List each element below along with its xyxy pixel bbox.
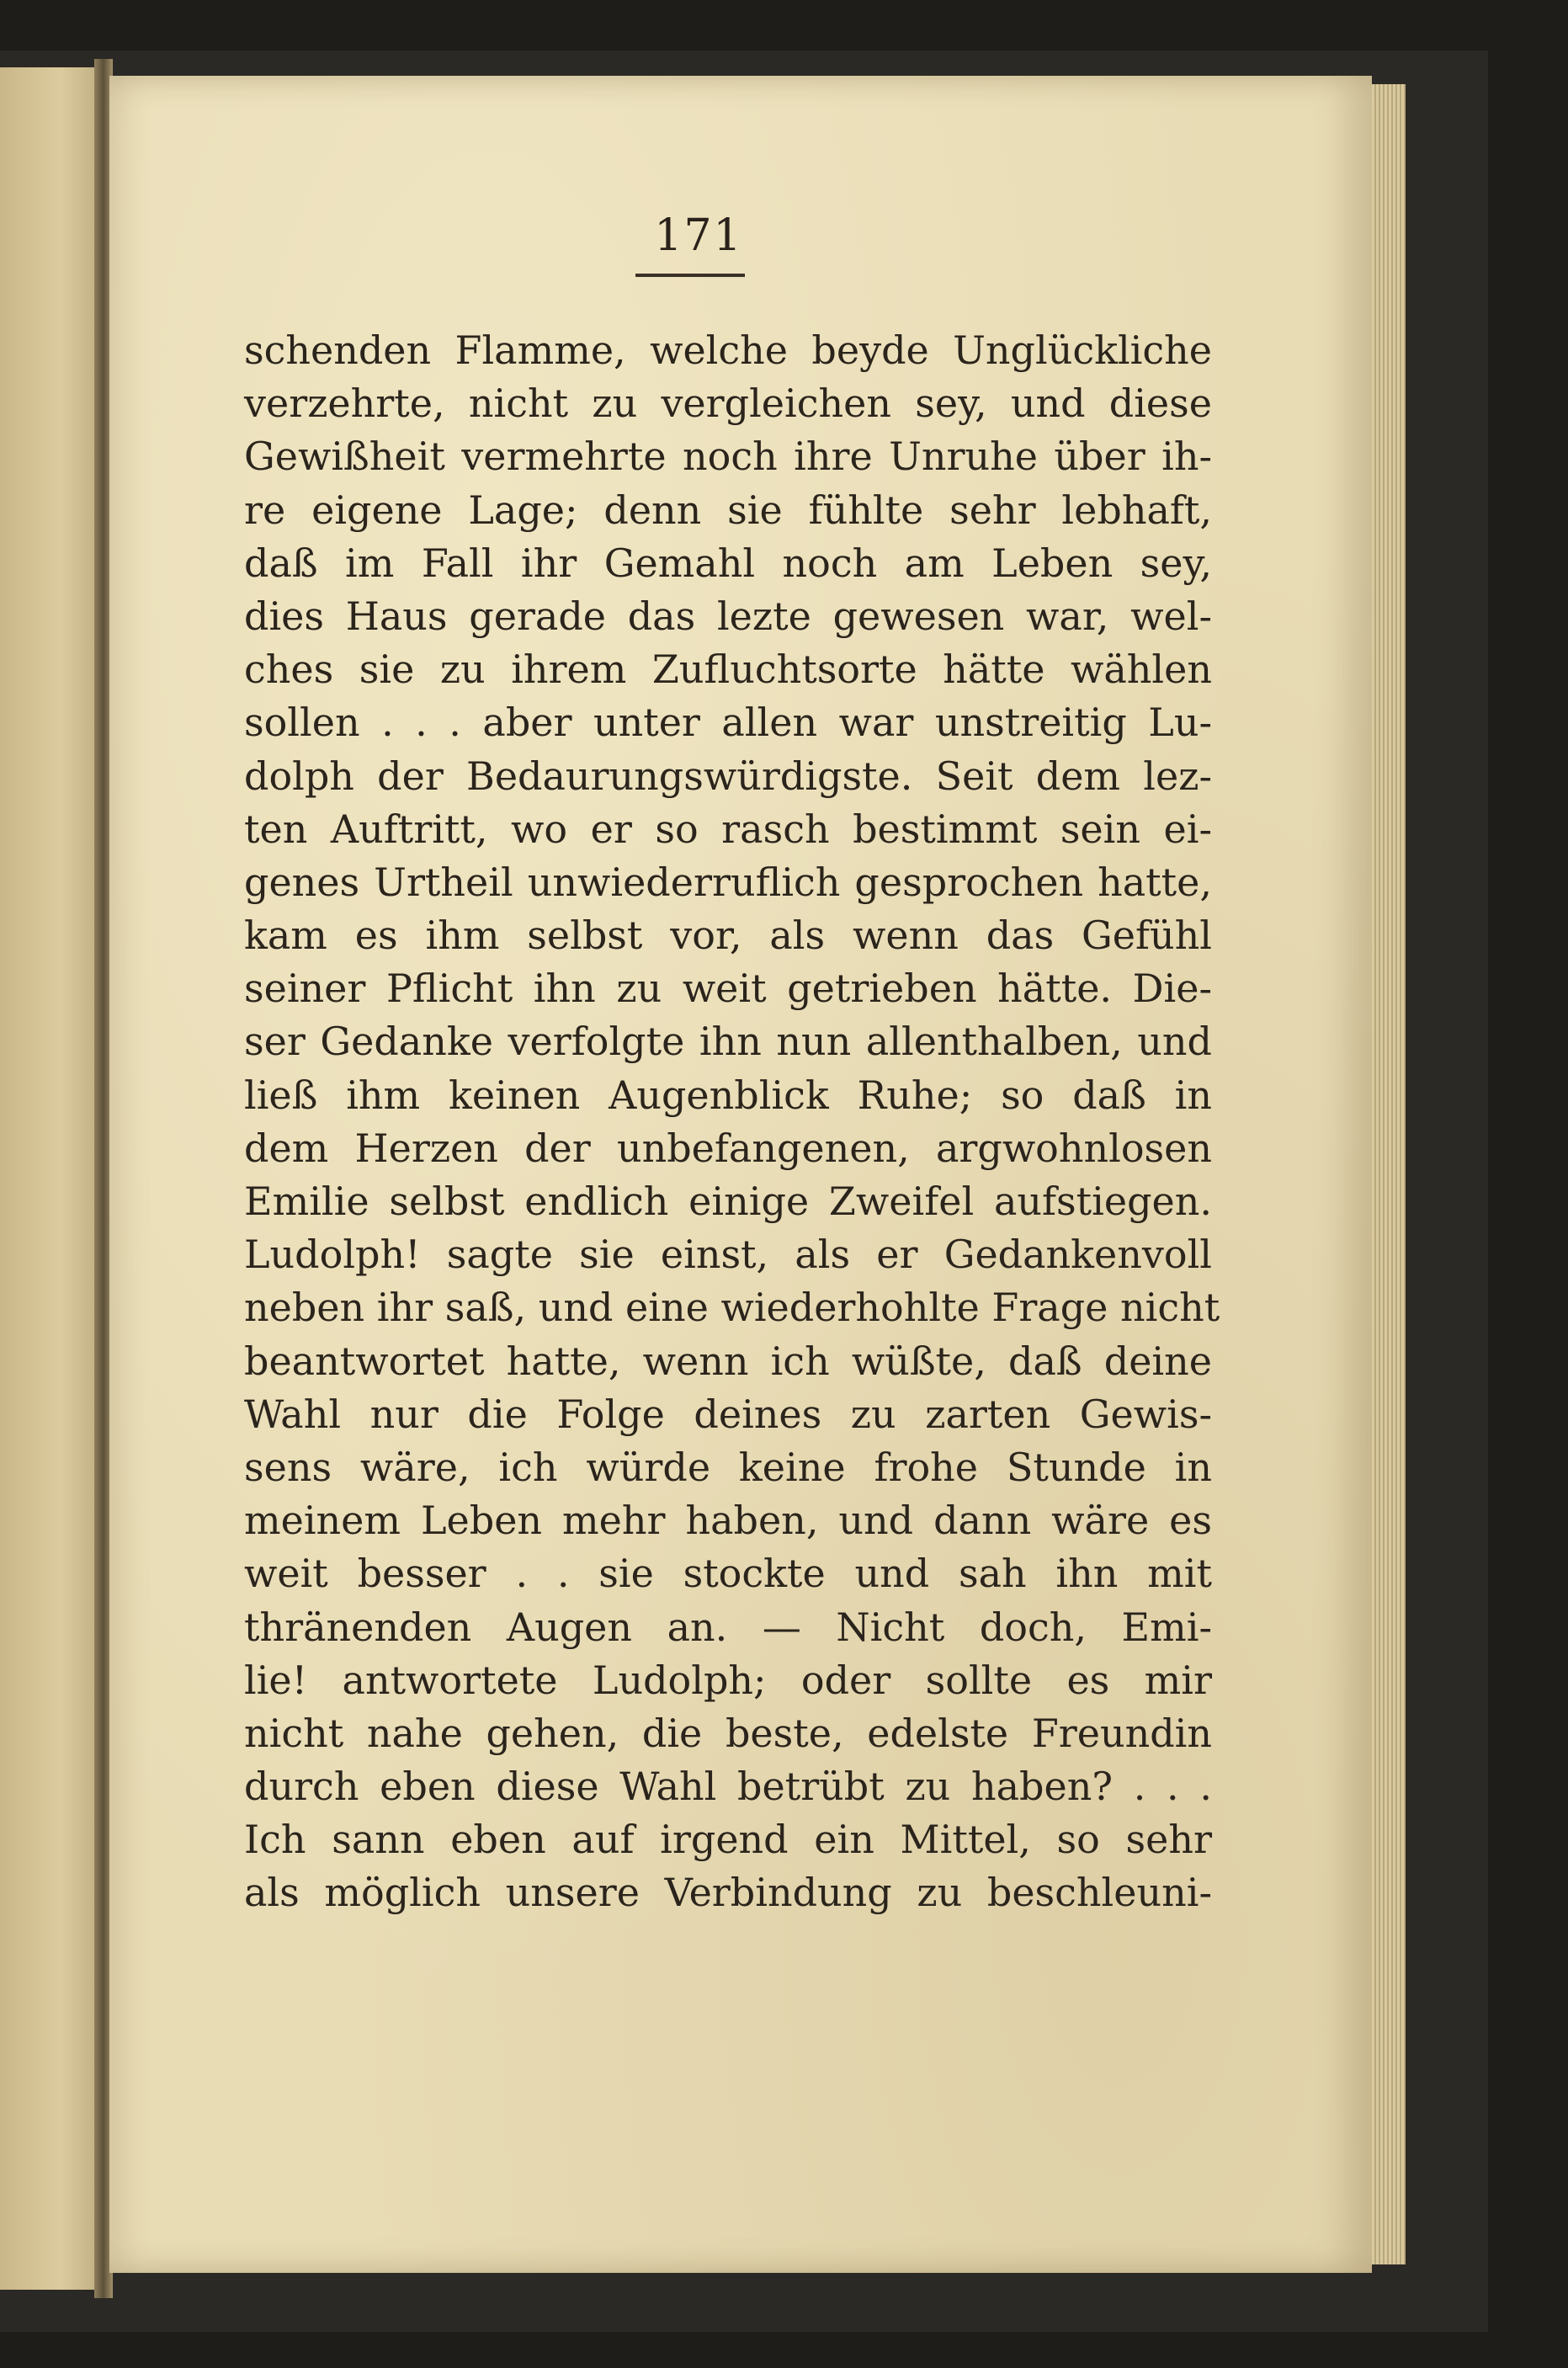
text-line: Gewißheit vermehrte noch ihre Unruhe über ih-	[244, 434, 1212, 480]
text-line: Emilie selbst endlich einige Zweifel aufstiegen.	[244, 1179, 1212, 1224]
text-line: Ludolph! sagte sie einst, als er Gedankenvoll	[244, 1232, 1212, 1278]
text-line: ten Auftritt, wo er so rasch bestimmt sein ei-	[244, 806, 1212, 852]
text-line: beantwortet hatte, wenn ich wüßte, daß deine	[244, 1338, 1212, 1384]
text-line: durch eben diese Wahl betrübt zu haben? . . .	[244, 1764, 1212, 1810]
text-line: ches sie zu ihrem Zufluchtsorte hätte wählen	[244, 647, 1212, 693]
text-line: meinem Leben mehr haben, und dann wäre es	[244, 1498, 1212, 1544]
page-edges	[1372, 84, 1406, 2264]
text-line: ließ ihm keinen Augenblick Ruhe; so daß in	[244, 1072, 1212, 1118]
text-line: dies Haus gerade das lezte gewesen war, wel-	[244, 593, 1212, 639]
page-number: 171	[654, 210, 743, 261]
facing-page-edge	[0, 67, 101, 2290]
text-line: sens wäre, ich würde keine frohe Stunde in	[244, 1444, 1212, 1490]
text-line: dem Herzen der unbefangenen, argwohnlosen	[244, 1125, 1212, 1171]
text-line: als möglich unsere Verbindung zu beschleuni-	[244, 1870, 1212, 1916]
text-line: weit besser . . sie stockte und sah ihn mit	[244, 1551, 1212, 1597]
text-line: genes Urtheil unwiederruflich gesprochen hatte,	[244, 859, 1212, 905]
text-line: nicht nahe gehen, die beste, edelste Freundin	[244, 1710, 1212, 1756]
header-rule	[635, 274, 745, 277]
text-line: re eigene Lage; denn sie fühlte sehr lebhaft,	[244, 487, 1212, 533]
text-line: seiner Pflicht ihn zu weit getrieben hätte. Die-	[244, 966, 1212, 1012]
text-line: thränenden Augen an. — Nicht doch, Emi-	[244, 1604, 1212, 1650]
text-line: Wahl nur die Folge deines zu zarten Gewis-	[244, 1391, 1212, 1437]
text-line: lie! antwortete Ludolph; oder sollte es mir	[244, 1657, 1212, 1703]
text-line: neben ihr saß, und eine wiederhohlte Frage nicht	[244, 1285, 1220, 1331]
text-line: schenden Flamme, welche beyde Unglückliche	[244, 327, 1212, 373]
text-line: ser Gedanke verfolgte ihn nun allenthalben, und	[244, 1019, 1212, 1065]
text-line: Ich sann eben auf irgend ein Mittel, so sehr	[244, 1817, 1212, 1863]
text-line: kam es ihm selbst vor, als wenn das Gefühl	[244, 913, 1212, 959]
text-line: dolph der Bedaurungswürdigste. Seit dem lez-	[244, 753, 1212, 799]
text-line: verzehrte, nicht zu vergleichen sey, und diese	[244, 380, 1212, 427]
text-line: sollen . . . aber unter allen war unstreitig Lu-	[244, 700, 1212, 746]
body-text	[244, 324, 1220, 1920]
text-line: daß im Fall ihr Gemahl noch am Leben sey,	[244, 540, 1212, 586]
